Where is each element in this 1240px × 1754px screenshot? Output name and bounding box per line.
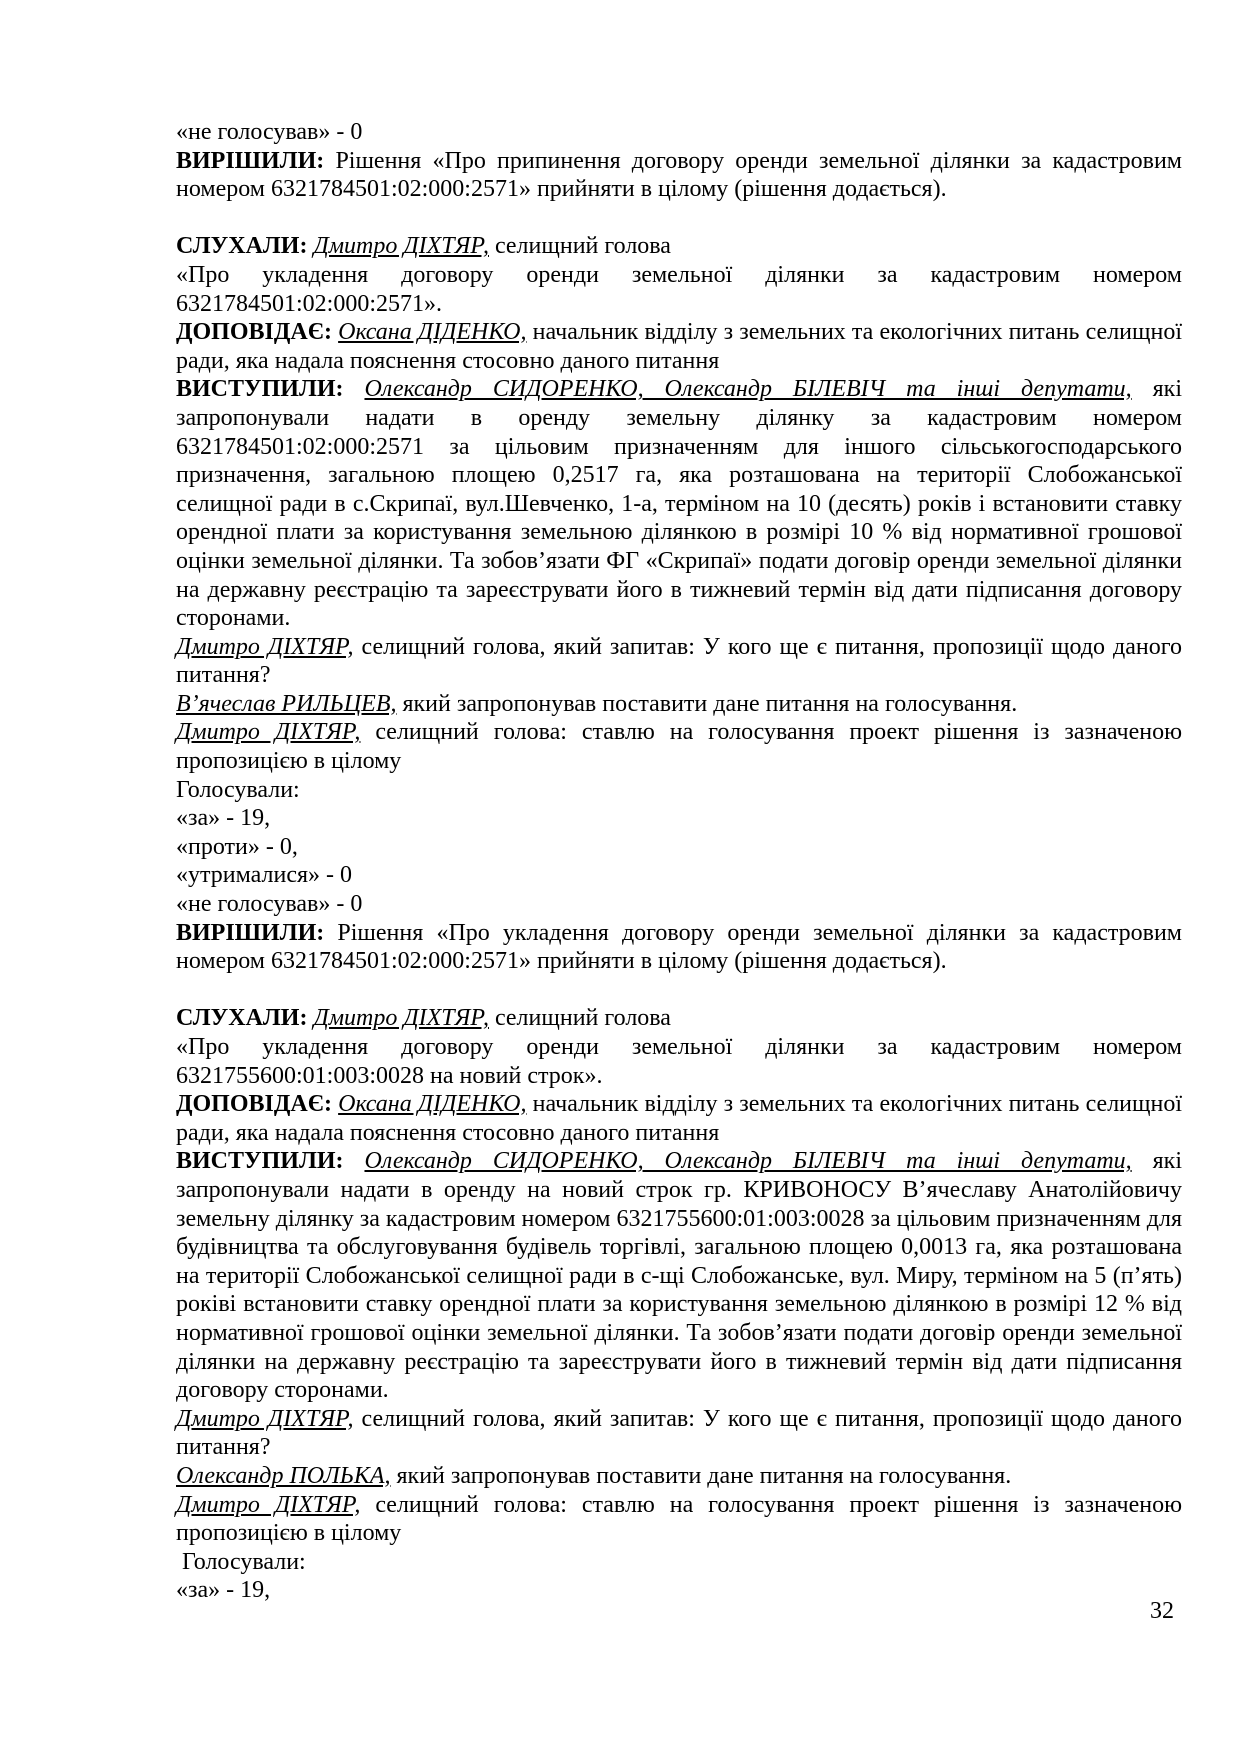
question-name: Дмитро ДІХТЯР, <box>176 633 354 660</box>
reported-paragraph <box>176 1090 1182 1147</box>
vote-against: «проти» - 0, <box>176 833 298 860</box>
reported-name: Оксана ДІДЕНКО, <box>338 319 527 346</box>
proposal-text: який запропонував поставити дане питання на голосування. <box>396 690 1018 717</box>
reported-label: ДОПОВІДАЄ: <box>176 319 332 346</box>
spoke-paragraph <box>176 1147 1182 1404</box>
question-paragraph <box>176 1405 1182 1462</box>
section-gap <box>176 204 1182 233</box>
proposal-name: Олександр ПОЛЬКА, <box>176 1462 391 1489</box>
document-page <box>176 118 1182 1605</box>
topic-paragraph: «Про укладення договору оренди земельної ділянки за кадастровим номером 6321755600:01:003:0028 на новий строк». <box>176 1034 1182 1089</box>
spoke-text: які запропонували надати в оренду на новий строк гр. КРИВОНОСУ В’ячеславу Анатолійовичу земельну ділянку за кадастровим номером 6321755600:01:003:0028 за цільовим призначенням для будівництва та обслуговування будівель торгівлі, загальною площею 0,0013 га, яка розташована на території Слобожанської селищної ради в с-щі Слобожанське, вул. Миру, терміном на 5 (п’ять) роківі встановити ставку орендної плати за користування земельною ділянкою в розмірі 12 % від нормативної грошової оцінки земельної ділянки. Та зобов’язати подати договір оренди земельної ділянки на державну реєстрацію та зареєструвати його в тижневий термін від дати підписання договору сторонами. <box>176 1148 1182 1404</box>
voted-label: Голосували: <box>182 1548 306 1575</box>
decided-label: ВИРІШИЛИ: <box>176 147 325 174</box>
vote-call-name: Дмитро ДІХТЯР, <box>176 1491 361 1518</box>
question-paragraph <box>176 633 1182 690</box>
spoke-names: Олександр СИДОРЕНКО, Олександр БІЛЕВІЧ та інші депутати, <box>364 376 1132 403</box>
reported-text: начальник відділу з земельних та екологічних питань селищної ради, яка надала пояснення стосовно даного питання <box>176 319 1183 374</box>
decided-text: Рішення «Про припинення договору оренди земельної ділянки за кадастровим номером 6321784501:02:000:2571» прийняти в цілому (рішення додається). <box>176 147 1182 203</box>
reported-paragraph <box>176 318 1182 375</box>
topic-paragraph: «Про укладення договору оренди земельної ділянки за кадастровим номером 6321784501:02:000:2571». <box>176 261 1182 317</box>
reported-label: ДОПОВІДАЄ: <box>176 1091 332 1118</box>
decided-text: Рішення «Про укладення договору оренди земельної ділянки за кадастровим номером 6321784501:02:000:2571» прийняти в цілому (рішення додається). <box>176 919 1182 975</box>
proposal-name: В’ячеслав РИЛЬЦЕВ, <box>176 690 397 717</box>
spoke-text: які запропонували надати в оренду земельну ділянку за кадастровим номером 6321784501:02:000:2571 за цільовим призначенням для іншого сільськогосподарського призначення, загальною площею 0,2517 га, яка розташована на території Слобожанської селищної ради в с.Скрипаї, вул.Шевченко, 1-а, терміном на 10 (десять) років і встановити ставку орендної плати за користування земельною ділянкою в розмірі 10 % від нормативної грошової оцінки земельної ділянки. Та зобов’язати ФГ «Скрипаї» подати договір оренди земельної ділянки на державну реєстрацію та зареєструвати його в тижневий термін від дати підписання договору сторонами. <box>176 376 1182 632</box>
vote-abstained: «утрималися» - 0 <box>176 862 353 889</box>
page-number: 32 <box>1150 1598 1174 1624</box>
reported-text: начальник відділу з земельних та екологічних питань селищної ради, яка надала пояснення стосовно даного питання <box>176 1091 1183 1146</box>
voted-label: Голосували: <box>176 776 300 803</box>
heard-label: СЛУХАЛИ: <box>176 1005 308 1032</box>
vote-call-text: селищний голова: ставлю на голосування проект рішення із зазначеною пропозицією в цілому <box>176 1491 1183 1547</box>
proposal-text: який запропонував поставити дане питання на голосування. <box>390 1462 1012 1489</box>
proposal-paragraph <box>176 690 1182 719</box>
vote-call-paragraph <box>176 718 1182 775</box>
spoke-names: Олександр СИДОРЕНКО, Олександр БІЛЕВІЧ та інші депутати, <box>364 1148 1132 1175</box>
vote-for: «за» - 19, <box>176 1577 271 1604</box>
vote-call-paragraph <box>176 1491 1182 1548</box>
spoke-paragraph <box>176 375 1182 632</box>
vote-call-name: Дмитро ДІХТЯР, <box>176 719 361 746</box>
spoke-label: ВИСТУПИЛИ: <box>176 1148 344 1175</box>
heard-name: Дмитро ДІХТЯР, <box>313 233 489 260</box>
spoke-label: ВИСТУПИЛИ: <box>176 376 344 403</box>
vote-call-text: селищний голова: ставлю на голосування проект рішення із зазначеною пропозицією в цілому <box>176 719 1183 775</box>
reported-name: Оксана ДІДЕНКО, <box>338 1091 527 1118</box>
decision-paragraph <box>176 147 1182 204</box>
decision-paragraph <box>176 919 1182 976</box>
question-text: селищний голова, який запитав: У кого ще є питання, пропозиції щодо даного питання? <box>176 633 1182 689</box>
heard-role: селищний голова <box>488 1005 671 1032</box>
heard-role: селищний голова <box>488 233 671 260</box>
proposal-paragraph <box>176 1462 1182 1491</box>
heard-name: Дмитро ДІХТЯР, <box>313 1005 489 1032</box>
vote-not-voted: «не голосував» - 0 <box>176 891 363 918</box>
question-name: Дмитро ДІХТЯР, <box>176 1405 354 1432</box>
question-text: селищний голова, який запитав: У кого ще є питання, пропозиції щодо даного питання? <box>176 1405 1182 1461</box>
heard-paragraph <box>176 1004 1182 1033</box>
heard-label: СЛУХАЛИ: <box>176 233 308 260</box>
vote-for: «за» - 19, <box>176 805 271 832</box>
decided-label: ВИРІШИЛИ: <box>176 919 325 946</box>
heard-paragraph <box>176 232 1182 261</box>
vote-not-voted: «не голосував» - 0 <box>176 119 363 145</box>
section-gap <box>176 976 1182 1005</box>
